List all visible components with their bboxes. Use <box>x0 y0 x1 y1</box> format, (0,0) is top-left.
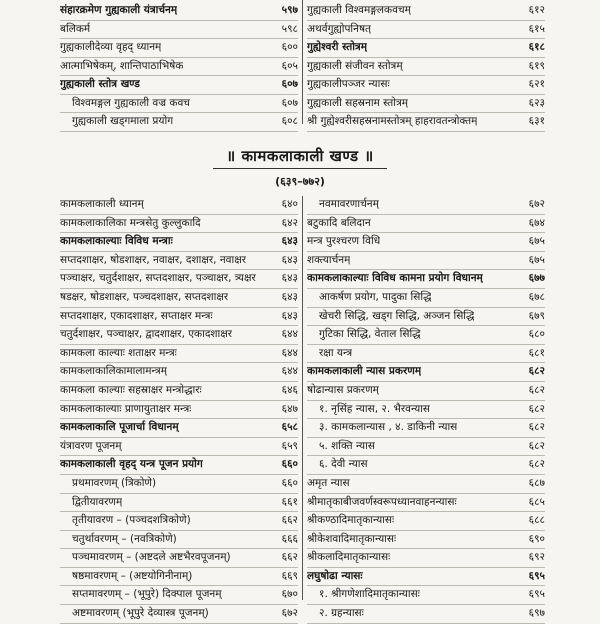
toc-entry-page: ६८० <box>528 328 545 341</box>
toc-entry <box>307 568 545 587</box>
toc-entry <box>307 475 545 494</box>
toc-entry <box>60 76 298 95</box>
toc-entry-title: आकर्षण प्रयोग, पादुका सिद्धि <box>319 290 432 303</box>
toc-left-column-main <box>60 196 298 624</box>
toc-left-column-top <box>60 2 298 132</box>
toc-entry-title: विश्वमङ्गल गुह्यकाली वज्र कवच <box>72 96 190 109</box>
toc-entry-page: ६७२ <box>528 198 545 210</box>
toc-entry <box>307 308 545 327</box>
toc-entry-title: श्री गुह्येश्वरीसहस्रनामस्तोत्रम् हाहरावतन्त्रोक्तम् <box>307 115 478 127</box>
toc-entry-page: ६८२ <box>528 421 545 434</box>
toc-entry-title: कामकलाकाली न्यास प्रकरणम् <box>307 365 422 378</box>
toc-entry <box>60 345 298 364</box>
toc-entry-title: श्रीकेशवादिमातृकान्यासः <box>307 532 397 545</box>
toc-entry <box>307 58 545 77</box>
toc-entry-title: अमृत न्यास <box>307 476 350 489</box>
toc-entry-title: कामकलाकाली ध्यानम् <box>60 198 144 210</box>
toc-entry <box>307 382 545 401</box>
toc-entry-page: ६४० <box>281 198 298 210</box>
toc-entry-title: कामकलाकाल्याः प्राणायुताक्षर मन्त्रः <box>60 402 192 415</box>
toc-entry <box>307 456 545 475</box>
toc-entry-page: ६७० <box>281 588 298 601</box>
toc-entry <box>307 196 545 215</box>
toc-entry-title: गुह्यकाली विश्वमङ्गलकवचम् <box>307 4 411 16</box>
toc-entry-page: ६८८ <box>528 514 545 527</box>
toc-entry-page: ६८७ <box>528 476 545 489</box>
toc-entry <box>60 438 298 457</box>
toc-entry-title: १. नृसिंह न्यास, २. भैरवन्यास <box>319 402 431 415</box>
toc-entry-page: ६८२ <box>528 439 545 452</box>
toc-entry-page: ५९७ <box>281 4 298 16</box>
toc-entry-title: श्रीकलादिमातृकान्यासः <box>307 551 391 564</box>
column-divider-main <box>302 196 303 600</box>
toc-entry-page: ६९० <box>528 532 545 545</box>
toc-entry-page: ६९२ <box>528 551 545 564</box>
toc-entry-page: ६७९ <box>528 309 545 322</box>
toc-entry-page: ६८२ <box>528 458 545 471</box>
toc-entry <box>60 494 298 513</box>
toc-entry-page: ६४४ <box>281 328 298 341</box>
toc-entry <box>60 419 298 438</box>
toc-entry-title: लघुषोढा न्यासः <box>307 569 363 582</box>
toc-entry-page: ६७५ <box>528 235 545 248</box>
toc-entry <box>307 326 545 345</box>
toc-entry-title: चतुर्थावरणम् – (नवत्रिकोणे) <box>72 532 177 545</box>
toc-right-column-main <box>307 196 545 624</box>
toc-entry <box>60 568 298 587</box>
toc-entry-title: षडक्षर, षोडशाक्षर, पञ्चदशाक्षर, सप्तदशाक्षर <box>60 290 229 303</box>
toc-entry-page: ६७२ <box>281 607 298 620</box>
toc-entry-page: ६१८ <box>528 41 545 53</box>
toc-entry-page: ६६० <box>281 458 298 471</box>
toc-entry <box>60 363 298 382</box>
toc-entry <box>307 586 545 605</box>
toc-entry <box>307 549 545 568</box>
toc-entry <box>307 252 545 271</box>
toc-entry-title: यंत्रावरण पूजनम् <box>60 439 122 452</box>
toc-entry <box>60 401 298 420</box>
toc-entry-title: कामकलाकाली वृहद् यन्त्र पूजन प्रयोग <box>60 458 203 471</box>
toc-entry-title: ३. कामकलान्यास , ४. डाकिनी न्यास <box>319 421 458 434</box>
toc-entry <box>60 215 298 234</box>
toc-entry <box>60 326 298 345</box>
toc-entry <box>307 345 545 364</box>
toc-entry-page: ६४४ <box>281 365 298 378</box>
toc-entry-page: ६९५ <box>528 588 545 601</box>
toc-entry-title: प्रथमावरणम् (त्रिकोणे) <box>72 476 157 489</box>
toc-entry-page: ६१९ <box>528 59 545 72</box>
toc-entry-page: ६९५ <box>528 569 545 582</box>
column-divider-top <box>302 0 303 124</box>
toc-entry <box>307 76 545 95</box>
toc-entry <box>60 512 298 531</box>
toc-entry-page: ६४३ <box>281 309 298 322</box>
toc-entry-title: सप्तदशाक्षर, षोडशाक्षर, नवाक्षर, दशाक्षर, नवाक्षर <box>60 253 247 266</box>
toc-entry <box>307 494 545 513</box>
toc-entry-title: बटुकादि बलिदान <box>307 216 371 229</box>
section-page-range: (६३९–७७२) <box>275 175 325 188</box>
toc-entry-title: २. ग्रहन्यासः <box>319 607 364 620</box>
toc-entry-title: रक्षा यन्त्र <box>319 346 353 359</box>
toc-entry <box>307 363 545 382</box>
toc-entry-title: पञ्चमावरणम् – (अष्टदले अष्टभैरवपूजनम्) <box>72 551 231 564</box>
toc-entry <box>60 605 298 624</box>
toc-entry-page: ६०८ <box>281 115 298 127</box>
toc-entry-title: सप्तमावरणम् – (भूपुरे) दिक्पाल पूजनम् <box>72 588 222 601</box>
toc-entry-page: ६४४ <box>281 346 298 359</box>
toc-entry-page: ६८२ <box>528 365 545 378</box>
toc-entry-page: ६४३ <box>281 253 298 266</box>
toc-entry-page: ६०७ <box>281 78 298 90</box>
toc-entry <box>307 438 545 457</box>
toc-entry-title: आत्माभिषेकम्, शान्तिपाठाभिषेक <box>60 59 184 72</box>
toc-entry <box>307 215 545 234</box>
toc-entry-title: चतुर्दशाक्षर, पञ्चाक्षर, द्वादशाक्षर, एकादशाक्षर <box>60 328 233 341</box>
toc-entry-page: ६७५ <box>528 253 545 266</box>
toc-entry <box>60 21 298 40</box>
toc-entry-title: तृतीयावरण – (पञ्चदशत्रिकोणे) <box>72 514 191 527</box>
toc-entry-page: ६४३ <box>281 290 298 303</box>
toc-entry <box>307 419 545 438</box>
section-title: ॥ कामकलाकाली खण्ड ॥ <box>226 147 374 165</box>
toc-entry-title: गुह्यकालीपञ्जर न्यासः <box>307 78 390 90</box>
toc-entry-page: ६४७ <box>281 402 298 415</box>
toc-entry-title: शक्त्यार्चनम् <box>307 253 351 266</box>
toc-entry <box>60 475 298 494</box>
toc-entry-page: ६२३ <box>528 96 545 109</box>
toc-entry <box>60 2 298 21</box>
toc-entry-page: ६३१ <box>528 115 545 127</box>
toc-entry-page: ६६० <box>281 476 298 489</box>
toc-entry-page: ६७८ <box>528 290 545 303</box>
toc-entry <box>307 512 545 531</box>
toc-entry-page: ६५९ <box>281 439 298 452</box>
toc-entry <box>60 289 298 308</box>
toc-entry-page: ६४३ <box>281 272 298 285</box>
toc-entry <box>60 456 298 475</box>
toc-entry-title: बलिकर्म <box>60 22 91 35</box>
toc-entry <box>60 196 298 215</box>
toc-entry-title: श्रीमातृकाबीजवर्णस्वरूपध्यानवाहनन्यासः <box>307 495 457 508</box>
toc-entry <box>60 252 298 271</box>
toc-entry-title: खेचरी सिद्धि, खड्ग सिद्धि, अञ्जन सिद्धि <box>319 309 475 322</box>
toc-entry-title: कामकलाकाल्याः विविध कामना प्रयोग विधानम् <box>307 272 483 285</box>
toc-entry-page: ६०७ <box>281 96 298 109</box>
toc-entry-title: अथर्वगुह्योपनिषत् <box>307 22 372 35</box>
toc-entry-page: ६१५ <box>528 22 545 35</box>
toc-entry-title: मन्त्र पुरश्चरण विधि <box>307 235 381 248</box>
toc-entry-title: श्रीकण्ठादिमातृकान्यासः <box>307 514 395 527</box>
toc-entry-page: ६६६ <box>281 532 298 545</box>
toc-entry-title: कामकलाकालिकामालामन्त्रम् <box>60 365 167 378</box>
toc-entry-page: ६४३ <box>281 235 298 248</box>
toc-entry-page: ६८२ <box>528 402 545 415</box>
toc-right-column-top <box>307 2 545 132</box>
toc-entry-title: कामकला काल्याः शताक्षर मन्त्रः <box>60 346 177 359</box>
toc-entry-title: गुह्यकालीदेव्या वृहद् ध्यानम् <box>60 41 162 53</box>
toc-entry-page: ६८५ <box>528 495 545 508</box>
toc-entry-title: गुह्यकाली सहस्रनाम स्तोत्रम् <box>307 96 409 109</box>
toc-entry-title: गुह्येश्वरी स्तोत्रम् <box>307 41 368 53</box>
toc-entry-title: १. श्रीगणेशादिमातृकान्यासः <box>319 588 420 601</box>
toc-entry-title: कामकलाकालि पूजार्चा विधानम् <box>60 421 179 434</box>
toc-entry <box>60 531 298 550</box>
toc-entry <box>307 113 545 132</box>
toc-entry-page: ६६१ <box>281 495 298 508</box>
toc-entry-page: ६२१ <box>528 78 545 90</box>
toc-entry-page: ६८२ <box>528 383 545 396</box>
toc-entry <box>307 233 545 252</box>
toc-entry <box>307 401 545 420</box>
toc-entry-page: ६१२ <box>528 4 545 16</box>
toc-entry <box>307 39 545 58</box>
toc-entry-page: ६७७ <box>528 272 545 285</box>
toc-entry-page: ६०० <box>281 41 298 53</box>
toc-entry-title: ६. देवी न्यास <box>319 458 368 471</box>
toc-entry <box>60 586 298 605</box>
toc-entry <box>60 270 298 289</box>
toc-entry <box>60 113 298 132</box>
toc-entry-page: ६६९ <box>281 569 298 582</box>
toc-entry <box>60 39 298 58</box>
toc-entry-page: ६०५ <box>281 59 298 72</box>
toc-entry <box>307 531 545 550</box>
toc-entry-page: ६७४ <box>528 216 545 229</box>
toc-entry-page: ६६२ <box>281 551 298 564</box>
toc-entry-title: संहारक्रमेण गुह्यकाली यंत्रार्चनम् <box>60 4 178 16</box>
toc-entry <box>60 95 298 114</box>
toc-entry <box>307 2 545 21</box>
toc-entry <box>60 382 298 401</box>
toc-entry <box>307 605 545 624</box>
toc-entry-title: कामकला काल्याः सहस्राक्षर मन्त्रोद्धारः <box>60 383 202 396</box>
toc-entry-page: ६४२ <box>281 216 298 229</box>
toc-entry-page: ६८१ <box>528 346 545 359</box>
toc-entry-title: गुह्यकाली संजीवन स्तोत्रम् <box>307 59 403 72</box>
toc-entry-title: गुटिका सिद्धि, वेताल सिद्धि <box>319 328 421 341</box>
section-title-underline <box>213 168 387 169</box>
toc-entry-page: ६९७ <box>528 607 545 620</box>
toc-entry <box>307 95 545 114</box>
toc-entry-page: ५९८ <box>281 22 298 35</box>
toc-entry-title: द्वितीयावरणम् <box>72 495 123 508</box>
toc-entry-title: षष्ठमावरणम् – (अष्टयोगिनीनाम्) <box>72 569 193 582</box>
toc-entry <box>60 549 298 568</box>
toc-entry-page: ६५८ <box>281 421 298 434</box>
toc-entry-title: ५. शक्ति न्यास <box>319 439 375 452</box>
toc-entry-title: कामकलाकालिका मन्त्रसेतु कुल्लुकादि <box>60 216 201 229</box>
toc-entry-title: गुह्यकाली स्तोत्र खण्ड <box>60 78 140 90</box>
toc-entry-title: नवमावरणार्चनम् <box>319 198 379 210</box>
toc-entry-title: षोढान्यास प्रकरणम् <box>307 383 379 396</box>
toc-entry-title: गुह्यकाली खड्गमाला प्रयोग <box>72 115 174 127</box>
toc-entry <box>60 58 298 77</box>
toc-entry-title: अष्टमावरणम् (भूपुरे देव्यास्त्र पूजनम्) <box>72 607 209 620</box>
toc-entry-page: ६४६ <box>281 383 298 396</box>
toc-entry <box>307 289 545 308</box>
toc-entry-title: सप्तदशाक्षर, एकादशाक्षर, सप्ताक्षर मन्त्रः <box>60 309 213 322</box>
toc-entry <box>307 270 545 289</box>
toc-entry <box>60 233 298 252</box>
toc-entry <box>60 308 298 327</box>
toc-entry <box>307 21 545 40</box>
toc-entry-page: ६६२ <box>281 514 298 527</box>
toc-entry-title: कामकलाकाल्याः विविध मन्त्राः <box>60 235 173 248</box>
toc-entry-title: पञ्चाक्षर, चतुर्दशाक्षर, सप्तदशाक्षर, पञ्चाक्षर, त्र्यक्षर <box>60 272 256 285</box>
